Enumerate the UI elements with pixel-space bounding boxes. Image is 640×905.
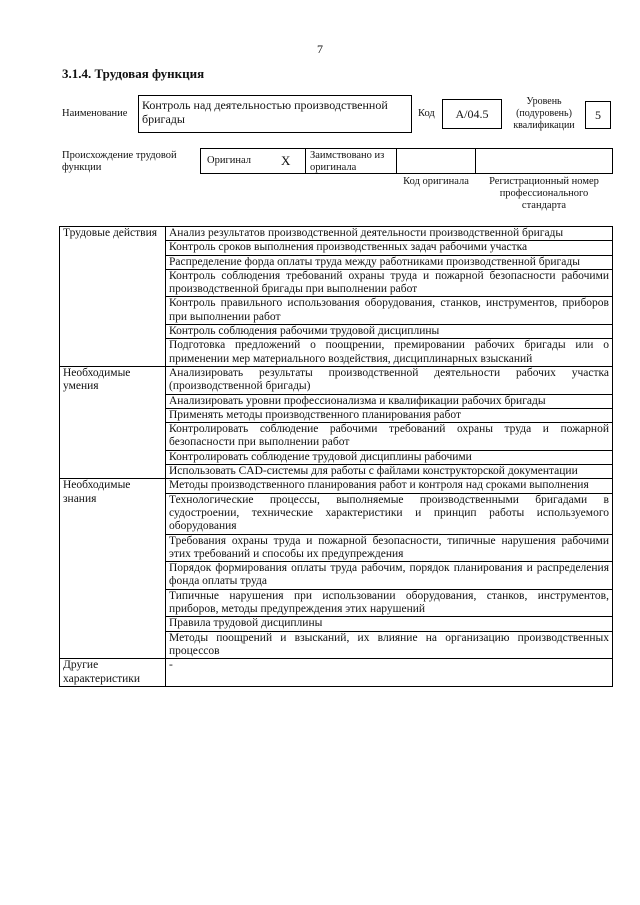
required-knowledge-item: Требования охраны труда и пожарной безопасности, типичные нарушения рабочими этих требований и способы их предупреждения <box>166 534 613 562</box>
other-characteristics-title: Другие характеристики <box>60 659 166 687</box>
level-label: Уровень (подуровень) квалификации <box>513 96 575 131</box>
code-field: A/04.5 <box>442 99 502 129</box>
original-cell <box>200 148 306 174</box>
labor-actions-item: Распределение форда оплаты труда между работниками производственной бригады <box>166 255 613 269</box>
table-row <box>60 227 613 241</box>
page-number: 7 <box>317 42 323 56</box>
borrowed-cell <box>305 148 397 174</box>
reg-number-cell <box>475 148 613 174</box>
labor-actions-item: Контроль соблюдения рабочими трудовой дисциплины <box>166 325 613 339</box>
required-skills-item: Анализировать уровни профессионализма и квалификации рабочих бригады <box>166 394 613 408</box>
borrowed-label: Заимствовано из оригинала <box>310 150 385 173</box>
code-original-cell <box>396 148 476 174</box>
labor-actions-item: Подготовка предложений о поощрении, премировании рабочих бригады или о применении мер материального воздействия, дисциплинарных взысканий <box>166 339 613 367</box>
required-knowledge-title: Необходимые знания <box>60 479 166 659</box>
code-original-label: Код оригинала <box>403 176 469 187</box>
section-title: 3.1.4. Трудовая функция <box>62 66 205 81</box>
original-mark: X <box>281 153 291 168</box>
reg-number-label: Регистрационный номер профессионального стандарта <box>489 176 599 211</box>
origin-label: Происхождение трудовой функции <box>62 150 177 173</box>
labor-actions-item: Контроль соблюдения требований охраны труда и пожарной безопасности рабочими производственной бригады при выполнении работ <box>166 269 613 297</box>
required-skills-title: Необходимые умения <box>60 366 166 478</box>
labor-actions-item: Анализ результатов производственной деятельности производственной бригады <box>166 227 613 241</box>
required-skills-item: Контролировать соблюдение трудовой дисциплины рабочими <box>166 450 613 464</box>
labor-actions-item: Контроль правильного использования оборудования, станков, инструментов, приборов при выполнении работ <box>166 297 613 325</box>
other-characteristics-item: - <box>166 659 613 687</box>
required-skills-item: Использовать CAD-системы для работы с файлами конструкторской документации <box>166 465 613 479</box>
required-skills-item: Контролировать соблюдение рабочими требований охраны труда и пожарной безопасности при выполнении работ <box>166 423 613 451</box>
original-label: Оригинал <box>207 155 251 166</box>
table-row <box>60 659 613 687</box>
required-skills-item: Применять методы производственного планирования работ <box>166 408 613 422</box>
table-row <box>60 366 613 394</box>
required-knowledge-item: Порядок формирования оплаты труда рабочим, порядок планирования и распределения фонда оплаты труда <box>166 562 613 590</box>
required-knowledge-item: Типичные нарушения при использовании оборудования, станков, инструментов, приборов, методы предупреждения этих нарушений <box>166 589 613 617</box>
labor-actions-title: Трудовые действия <box>60 227 166 367</box>
labor-actions-item: Контроль сроков выполнения производственных задач рабочими участка <box>166 241 613 255</box>
required-knowledge-item: Технологические процессы, выполняемые производственными бригадами в судостроении, технические характеристики и принцип работы используемого оборудования <box>166 493 613 534</box>
required-knowledge-item: Правила трудовой дисциплины <box>166 617 613 631</box>
name-label: Наименование <box>62 108 128 119</box>
table-row <box>60 479 613 493</box>
function-details-table <box>59 226 613 687</box>
required-skills-item: Анализировать результаты производственной деятельности рабочих участка (производственной бригады) <box>166 366 613 394</box>
level-field: 5 <box>585 101 611 129</box>
required-knowledge-item: Методы поощрений и взысканий, их влияние на организацию производственных процессов <box>166 631 613 659</box>
required-knowledge-item: Методы производственного планирования работ и контроля над сроками выполнения <box>166 479 613 493</box>
code-label: Код <box>418 108 435 119</box>
function-name-field: Контроль над деятельностью производственной бригады <box>138 95 412 133</box>
